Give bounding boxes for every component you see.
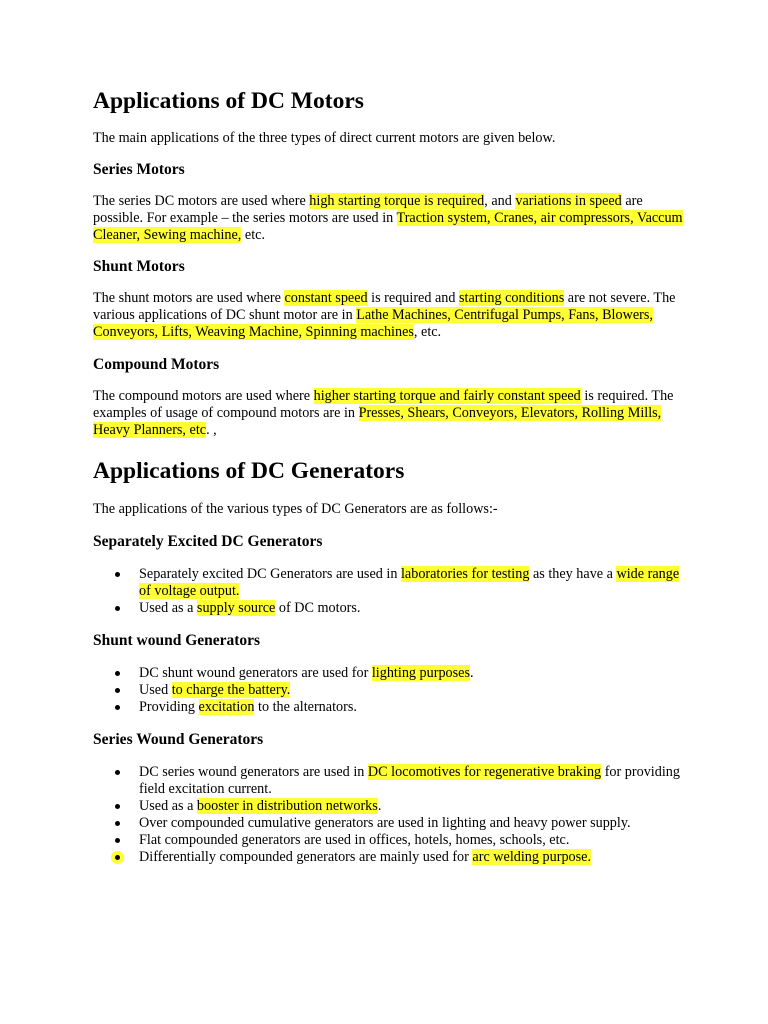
title-dc-generators: Applications of DC Generators [93,458,405,484]
bullet-icon [115,855,120,860]
text-run: The series DC motors are used where [93,193,310,209]
text-run: of DC motors. [275,600,361,616]
bullet-icon [115,606,120,611]
list-item [93,764,683,798]
text-run: Providing [139,699,199,715]
list-shunt-wound-generators [93,665,683,716]
highlighted-text: Presses, Shears, Conveyors, Elevators, Rolling Mills, Heavy Planners, etc [93,405,662,438]
list-item [93,665,683,682]
text-run: is required and [367,290,460,306]
list-item [93,699,683,716]
highlighted-text: higher starting torque and fairly constant speed [313,388,581,404]
list-item [93,600,683,617]
text-run: , and [484,193,516,209]
highlighted-text: constant speed [284,290,368,306]
text-run: Over compounded cumulative generators are used in lighting and heavy power supply. [139,815,631,831]
text-run: . , [206,422,217,438]
text-run: Differentially compounded generators are mainly used for [139,849,473,865]
bullet-icon [115,821,120,826]
heading-shunt-wound-generators: Shunt wound Generators [93,632,261,649]
highlighted-text: arc welding purpose. [472,849,592,865]
list-item [93,798,683,815]
para-series-motors [93,193,683,244]
list-item [93,815,683,832]
highlighted-text: supply source [196,600,276,616]
highlighted-text: booster in distribution networks [196,798,378,814]
text-run: etc. [241,227,265,243]
heading-series-motors: Series Motors [93,161,185,178]
bullet-icon [115,572,120,577]
list-item [93,682,683,699]
text-run: to the alternators. [254,699,357,715]
bullet-icon [115,671,120,676]
text-run: Used [139,682,172,698]
text-run: Used as a [139,600,197,616]
highlighted-text: laboratories for testing [400,566,530,582]
highlighted-text: starting conditions [459,290,565,306]
bullet-icon [115,770,120,775]
list-item [93,849,683,866]
para-compound-motors [93,388,683,439]
text-run: Separately excited DC Generators are used in [139,566,401,582]
highlighted-text: lighting purposes [371,665,470,681]
text-run: , etc. [413,324,442,340]
text-run: as they have a [529,566,617,582]
text-run: The shunt motors are used where [93,290,285,306]
text-run: . [470,665,474,681]
text-run: The compound motors are used where [93,388,314,404]
text-run: . [377,798,382,814]
title-dc-motors: Applications of DC Motors [93,88,364,114]
bullet-icon [115,688,120,693]
heading-separately-excited: Separately Excited DC Generators [93,533,323,550]
text-run: Used as a [139,798,197,814]
bullet-icon [115,838,120,843]
heading-shunt-motors: Shunt Motors [93,258,185,275]
text-run: are possible. For example – the series motors are used in [93,193,643,226]
heading-series-wound-generators: Series Wound Generators [93,731,264,748]
text-run: are not severe. The various applications of DC shunt motor are in [93,290,676,323]
highlighted-text: wide range of voltage output. [139,566,680,599]
bullet-icon [115,804,120,809]
text-run: Flat compounded generators are used in offices, hotels, homes, schools, etc. [139,832,570,848]
list-series-wound-generators [93,764,683,866]
text-run: is required. The examples of usage of compound motors are in [93,388,674,421]
highlighted-text: Traction system, Cranes, air compressors, Vaccum Cleaner, Sewing machine, [93,210,683,243]
highlighted-text: variations in speed [515,193,622,209]
list-item [93,566,683,600]
intro-generators: The applications of the various types of DC Generators are as follows:- [93,501,498,517]
document-content [93,86,683,866]
list-item [93,832,683,849]
highlighted-text: DC locomotives for regenerative braking [367,764,602,780]
text-run: for providing field excitation current. [139,764,680,797]
heading-compound-motors: Compound Motors [93,356,220,373]
intro-motors: The main applications of the three types of direct current motors are given below. [93,130,556,146]
para-shunt-motors [93,290,683,341]
list-separately-excited [93,566,683,617]
highlighted-text: to charge the battery. [171,682,291,698]
text-run: DC shunt wound generators are used for [139,665,372,681]
highlighted-text: excitation [198,699,255,715]
highlighted-text: Lathe Machines, Centrifugal Pumps, Fans, Blowers, Conveyors, Lifts, Weaving Machine, Spinning machines [93,307,653,340]
text-run: DC series wound generators are used in [139,764,368,780]
bullet-icon [115,705,120,710]
highlighted-text: high starting torque is required [309,193,485,209]
